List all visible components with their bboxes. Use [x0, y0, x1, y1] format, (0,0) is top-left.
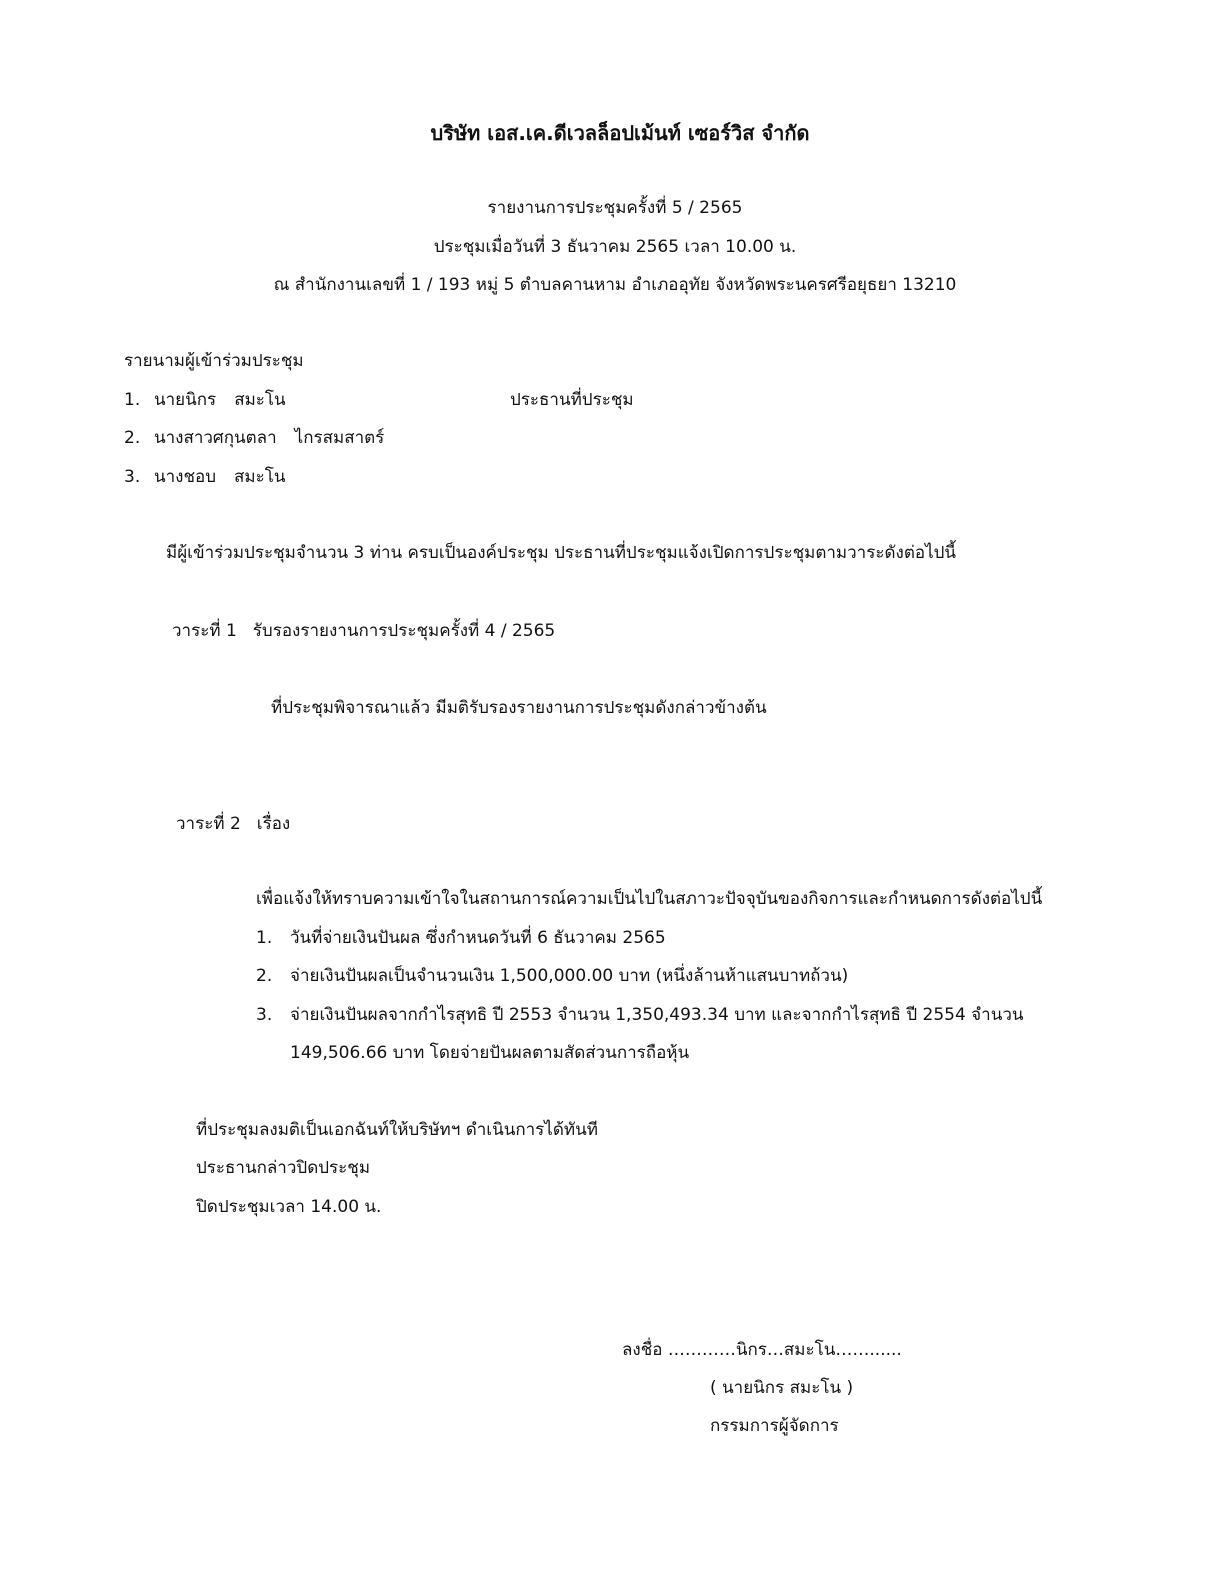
meeting-datetime: ประชุมเมื่อวันที่ 3 ธันวาคม 2565 เวลา 10.00 น. — [433, 237, 797, 257]
list-item-text: วันที่จ่ายเงินปันผล ซึ่งกำหนดวันที่ 6 ธันวาคม 2565 — [290, 928, 666, 948]
attendee-number: 3. — [124, 467, 141, 487]
agenda-2-heading — [176, 813, 290, 835]
attendee-number: 1. — [124, 390, 141, 410]
signature-line: ลงชื่อ …………นิกร…สมะโน……...... — [622, 1340, 902, 1360]
closing-time: ปิดประชุมเวลา 14.00 น. — [196, 1197, 382, 1217]
agenda-1-heading — [172, 620, 555, 642]
attendee-row — [124, 466, 285, 488]
agenda-1-label: วาระที่ 1 — [172, 621, 237, 641]
quorum-statement: มีผู้เข้าร่วมประชุมจำนวน 3 ท่าน ครบเป็นองค์ประชุม ประธานที่ประชุมแจ้งเปิดการประชุมตามวาระดังต่อไปนี้ — [166, 543, 957, 563]
agenda-1-resolution: ที่ประชุมพิจารณาแล้ว มีมติรับรองรายงานการประชุมดังกล่าวข้างต้น — [271, 698, 767, 718]
list-item-number: 1. — [256, 928, 273, 948]
meeting-location: ณ สำนักงานเลขที่ 1 / 193 หมู่ 5 ตำบลคานหาม อำเภออุทัย จังหวัดพระนครศรีอยุธยา 13210 — [273, 275, 957, 295]
closing-chair: ประธานกล่าวปิดประชุม — [196, 1158, 371, 1178]
signatory-name: ( นายนิกร สมะโน ) — [710, 1378, 854, 1398]
list-item — [256, 1004, 1023, 1026]
attendee-row — [124, 427, 384, 449]
attendee-role: ประธานที่ประชุม — [510, 390, 634, 410]
attendee-last-name: สมะโน — [234, 390, 286, 410]
attendee-last-name: สมะโน — [234, 467, 286, 487]
agenda-2-intro: เพื่อแจ้งให้ทราบความเข้าใจในสถานการณ์ความเป็นไปในสภาวะปัจจุบันของกิจการและกำหนดการดังต่อไปนี้ — [256, 889, 1043, 909]
attendee-last-name: ไกรสมสาตร์ — [294, 428, 385, 448]
attendee-first-name: นางชอบ — [154, 467, 217, 487]
attendee-row — [124, 389, 286, 411]
list-item-number: 3. — [256, 1005, 273, 1025]
attendee-number: 2. — [124, 428, 141, 448]
company-name: บริษัท เอส.เค.ดีเวลล็อปเม้นท์ เซอร์วิส จำกัด — [430, 121, 810, 145]
closing-resolution: ที่ประชุมลงมติเป็นเอกฉันท์ให้บริษัทฯ ดำเนินการได้ทันที — [196, 1120, 598, 1140]
attendee-first-name: นางสาวศกุนตลา — [154, 428, 277, 448]
list-item-text: จ่ายเงินปันผลเป็นจำนวนเงิน 1,500,000.00 บาท (หนึ่งล้านห้าแสนบาทถ้วน) — [290, 966, 849, 986]
report-number: รายงานการประชุมครั้งที่ 5 / 2565 — [487, 198, 743, 218]
agenda-2-title: เรื่อง — [256, 814, 291, 834]
attendees-heading: รายนามผู้เข้าร่วมประชุม — [124, 351, 304, 371]
signatory-title: กรรมการผู้จัดการ — [710, 1416, 839, 1436]
list-item-continuation: 149,506.66 บาท โดยจ่ายปันผลตามสัดส่วนการถือหุ้น — [290, 1043, 690, 1063]
list-item-number: 2. — [256, 966, 273, 986]
list-item — [256, 965, 848, 987]
list-item — [256, 927, 666, 949]
attendee-first-name: นายนิกร — [154, 390, 217, 410]
list-item-text: จ่ายเงินปันผลจากกำไรสุทธิ ปี 2553 จำนวน 1,350,493.34 บาท และจากกำไรสุทธิ ปี 2554 จำนวน — [290, 1005, 1024, 1025]
agenda-2-label: วาระที่ 2 — [176, 814, 241, 834]
agenda-1-title: รับรองรายงานการประชุมครั้งที่ 4 / 2565 — [252, 621, 556, 641]
